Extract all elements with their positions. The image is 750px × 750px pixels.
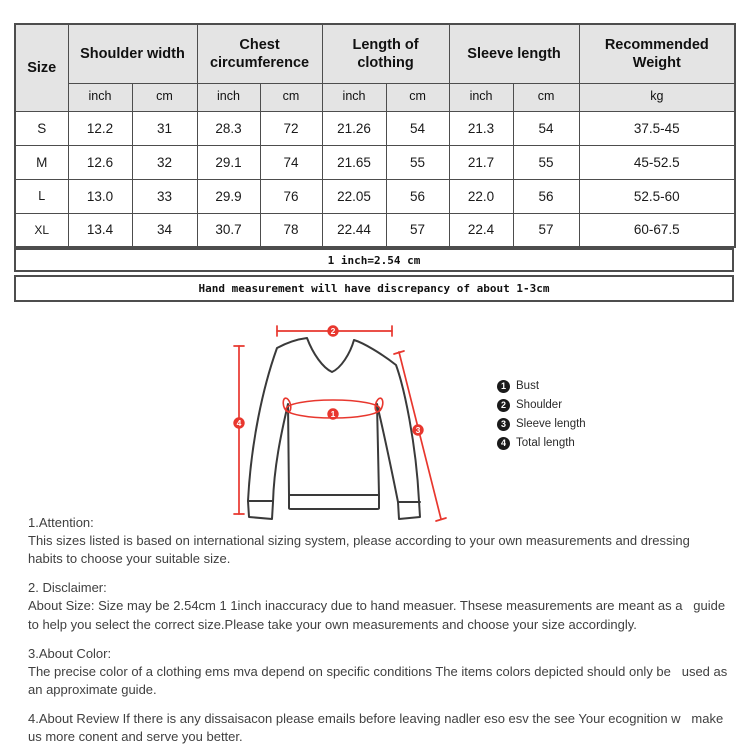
measurement-annotations <box>234 326 446 521</box>
table-row <box>15 111 735 145</box>
value-cell: 22.44 <box>322 213 386 247</box>
value-cell: 22.4 <box>449 213 513 247</box>
value-cell: 30.7 <box>197 213 260 247</box>
total-length-measure-line <box>234 346 244 514</box>
header-length-of-clothing: Length of clothing <box>322 24 449 83</box>
value-cell: 37.5-45 <box>579 111 735 145</box>
legend-number-badge: 1 <box>497 380 510 393</box>
unit-cell: cm <box>513 83 579 111</box>
unit-cell: inch <box>449 83 513 111</box>
section-body: 4.About Review If there is any dissaisacon please emails before leaving nadler eso esv the see Your ecognition w make us more conent and serve you better. <box>28 711 727 745</box>
table-row <box>15 213 735 247</box>
value-cell: 22.0 <box>449 179 513 213</box>
unit-cell: kg <box>579 83 735 111</box>
value-cell: 74 <box>260 145 322 179</box>
section-attention <box>28 514 730 568</box>
legend-number-badge: 2 <box>497 399 510 412</box>
section-heading: 3.About Color: <box>28 645 112 661</box>
section-heading: 1.Attention: <box>28 515 94 530</box>
size-label: M <box>15 145 68 179</box>
section-about-color <box>28 645 730 699</box>
section-disclaimer <box>28 579 730 633</box>
value-cell: 55 <box>386 145 449 179</box>
value-cell: 54 <box>513 111 579 145</box>
value-cell: 29.9 <box>197 179 260 213</box>
header-sleeve-length: Sleeve length <box>449 24 579 83</box>
value-cell: 33 <box>132 179 197 213</box>
value-cell: 45-52.5 <box>579 145 735 179</box>
size-table-section <box>14 23 734 302</box>
unit-cell: inch <box>68 83 132 111</box>
svg-text:3: 3 <box>415 425 421 435</box>
value-cell: 55 <box>513 145 579 179</box>
value-cell: 34 <box>132 213 197 247</box>
sleeve-marker <box>412 424 423 435</box>
value-cell: 32 <box>132 145 197 179</box>
note-hand-measurement: Hand measurement will have discrepancy of about 1-3cm <box>14 275 734 302</box>
value-cell: 54 <box>386 111 449 145</box>
value-cell: 56 <box>513 179 579 213</box>
value-cell: 76 <box>260 179 322 213</box>
svg-text:1: 1 <box>330 409 336 419</box>
legend-label: Shoulder <box>516 399 563 411</box>
legend-item-total-length <box>497 436 586 450</box>
value-cell: 31 <box>132 111 197 145</box>
value-cell: 21.3 <box>449 111 513 145</box>
value-cell: 21.26 <box>322 111 386 145</box>
header-shoulder-width: Shoulder width <box>68 24 197 83</box>
legend-number-badge: 3 <box>497 418 510 431</box>
note-inch-conversion: 1 inch=2.54 cm <box>14 248 734 272</box>
value-cell: 52.5-60 <box>579 179 735 213</box>
measurement-legend <box>497 379 586 455</box>
legend-number-badge: 4 <box>497 437 510 450</box>
shoulder-marker <box>327 325 338 336</box>
value-cell: 57 <box>513 213 579 247</box>
unit-cell: inch <box>322 83 386 111</box>
sweater-measurement-diagram <box>218 312 518 537</box>
size-table <box>14 23 736 248</box>
table-row <box>15 179 735 213</box>
value-cell: 12.2 <box>68 111 132 145</box>
section-about-review <box>28 710 730 746</box>
svg-text:2: 2 <box>330 326 336 336</box>
bust-marker <box>327 408 338 419</box>
table-row <box>15 145 735 179</box>
header-size: Size <box>15 24 68 111</box>
unit-cell: cm <box>132 83 197 111</box>
value-cell: 12.6 <box>68 145 132 179</box>
section-body: About Size: Size may be 2.54cm 1 1inch inaccuracy due to hand measuer. Thsese measurements are meant as a guide to help you select the correct size.Please take your own measurements and choose your size accordingly. <box>28 598 729 632</box>
value-cell: 57 <box>386 213 449 247</box>
header-chest-circumference: Chest circumference <box>197 24 322 83</box>
section-body: This sizes listed is based on international sizing system, please according to your own measurements and dressing habits to choose your suitable size. <box>28 533 701 567</box>
value-cell: 60-67.5 <box>579 213 735 247</box>
total-length-marker <box>233 417 244 428</box>
value-cell: 21.7 <box>449 145 513 179</box>
legend-item-shoulder <box>497 398 586 412</box>
legend-label: Sleeve length <box>516 418 586 430</box>
size-label: S <box>15 111 68 145</box>
value-cell: 29.1 <box>197 145 260 179</box>
value-cell: 21.65 <box>322 145 386 179</box>
unit-cell: cm <box>386 83 449 111</box>
legend-label: Bust <box>516 380 540 392</box>
section-body: The precise color of a clothing ems mva depend on specific conditions The items colors depicted should only be used as an approximate guide. <box>28 663 731 698</box>
value-cell: 28.3 <box>197 111 260 145</box>
measure-markers <box>233 325 423 435</box>
value-cell: 56 <box>386 179 449 213</box>
header-recommended-weight: Recommended Weight <box>579 24 735 83</box>
unit-cell: cm <box>260 83 322 111</box>
size-label: L <box>15 179 68 213</box>
legend-label: Total length <box>516 437 575 449</box>
section-heading: 2. Disclaimer: <box>28 580 107 596</box>
sweater-outline-icon <box>248 338 420 519</box>
info-sections <box>28 514 730 750</box>
size-label: XL <box>15 213 68 247</box>
value-cell: 78 <box>260 213 322 247</box>
svg-text:4: 4 <box>236 418 242 428</box>
legend-item-bust <box>497 379 586 393</box>
value-cell: 13.0 <box>68 179 132 213</box>
sleeve-measure-line <box>394 351 446 521</box>
unit-cell: inch <box>197 83 260 111</box>
legend-item-sleeve-length <box>497 417 586 431</box>
value-cell: 13.4 <box>68 213 132 247</box>
value-cell: 72 <box>260 111 322 145</box>
value-cell: 22.05 <box>322 179 386 213</box>
